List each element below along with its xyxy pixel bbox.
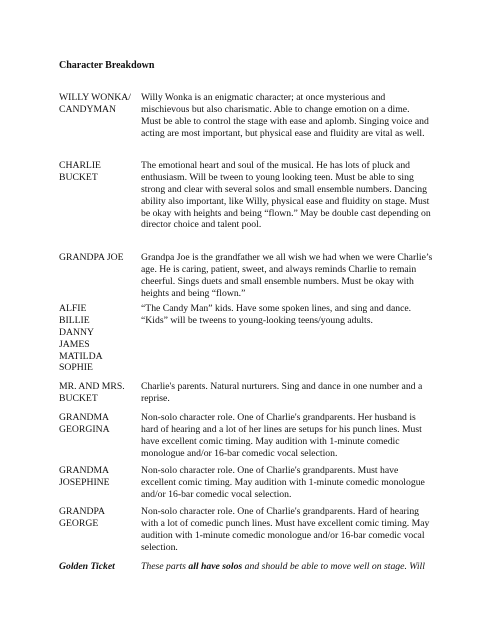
character-description: Non-solo character role. One of Charlie's grandparents. Hard of hearing with a lot of comedic punch lines. Must have excellent comic timing. May audition with 1-minute comedic monologue and/or 16-bar comedic vocal selection.: [141, 506, 430, 553]
character-name: GRANDMA GEORGINA: [59, 412, 110, 435]
character-name: MR. AND MRS. BUCKET: [59, 381, 125, 404]
golden-ticket-description: These parts all have solos and should be able to move well on stage. Will: [141, 561, 425, 572]
character-name: GRANDPA GEORGE: [59, 506, 105, 529]
character-description: Willy Wonka is an enigmatic character; at once mysterious and mischievous but also charismatic. Able to change emotion on a dime. Must be able to control the stage with ease and aplomb. Singing voice and acting are most important, but physical ease and fluidity are vital as well.: [141, 92, 429, 139]
golden-ticket-label: Golden Ticket: [59, 561, 115, 572]
character-name: GRANDPA JOE: [59, 252, 124, 263]
character-name: CHARLIE BUCKET: [59, 160, 101, 183]
character-description: “The Candy Man” kids. Have some spoken lines, and sing and dance. “Kids” will be tweens to young-looking teens/young adults.: [141, 303, 412, 326]
golden-ticket-emphasis: all have solos: [188, 561, 243, 572]
character-description: Non-solo character role. One of Charlie's grandparents. Her husband is hard of hearing and a lot of her lines are setups for his punch lines. Must have excellent comic timing. May audition with 1-minute comedic monologue and/or 16-bar comedic vocal selection.: [141, 412, 422, 459]
page-title: Character Breakdown: [59, 60, 155, 71]
character-description: Charlie's parents. Natural nurturers. Sing and dance in one number and a reprise.: [141, 381, 423, 404]
character-description: The emotional heart and soul of the musical. He has lots of pluck and enthusiasm. Will be tween to young looking teen. Must be able to sing strong and clear with several solos and small ensemble numbers. Dancing ability also important, like Willy, physical ease and fluidity on stage. Must be okay with heights and being “flown.” May be double cast depending on director choice and talent pool.: [141, 160, 431, 231]
character-name: GRANDMA JOSEPHINE: [59, 465, 110, 488]
character-description: Non-solo character role. One of Charlie's grandparents. Must have excellent comic timing. May audition with 1-minute comedic monologue and/or 16-bar comedic vocal selection.: [141, 465, 425, 500]
character-name: ALFIE BILLIE DANNY JAMES MATILDA SOPHIE: [59, 303, 103, 374]
character-description: Grandpa Joe is the grandfather we all wish we had when we were Charlie’s age. He is caring, patient, sweet, and always reminds Charlie to remain cheerful. Sings duets and small ensemble numbers. Must be okay with heights and being “flown.”: [141, 252, 433, 299]
character-name: WILLY WONKA/ CANDYMAN: [59, 92, 131, 115]
